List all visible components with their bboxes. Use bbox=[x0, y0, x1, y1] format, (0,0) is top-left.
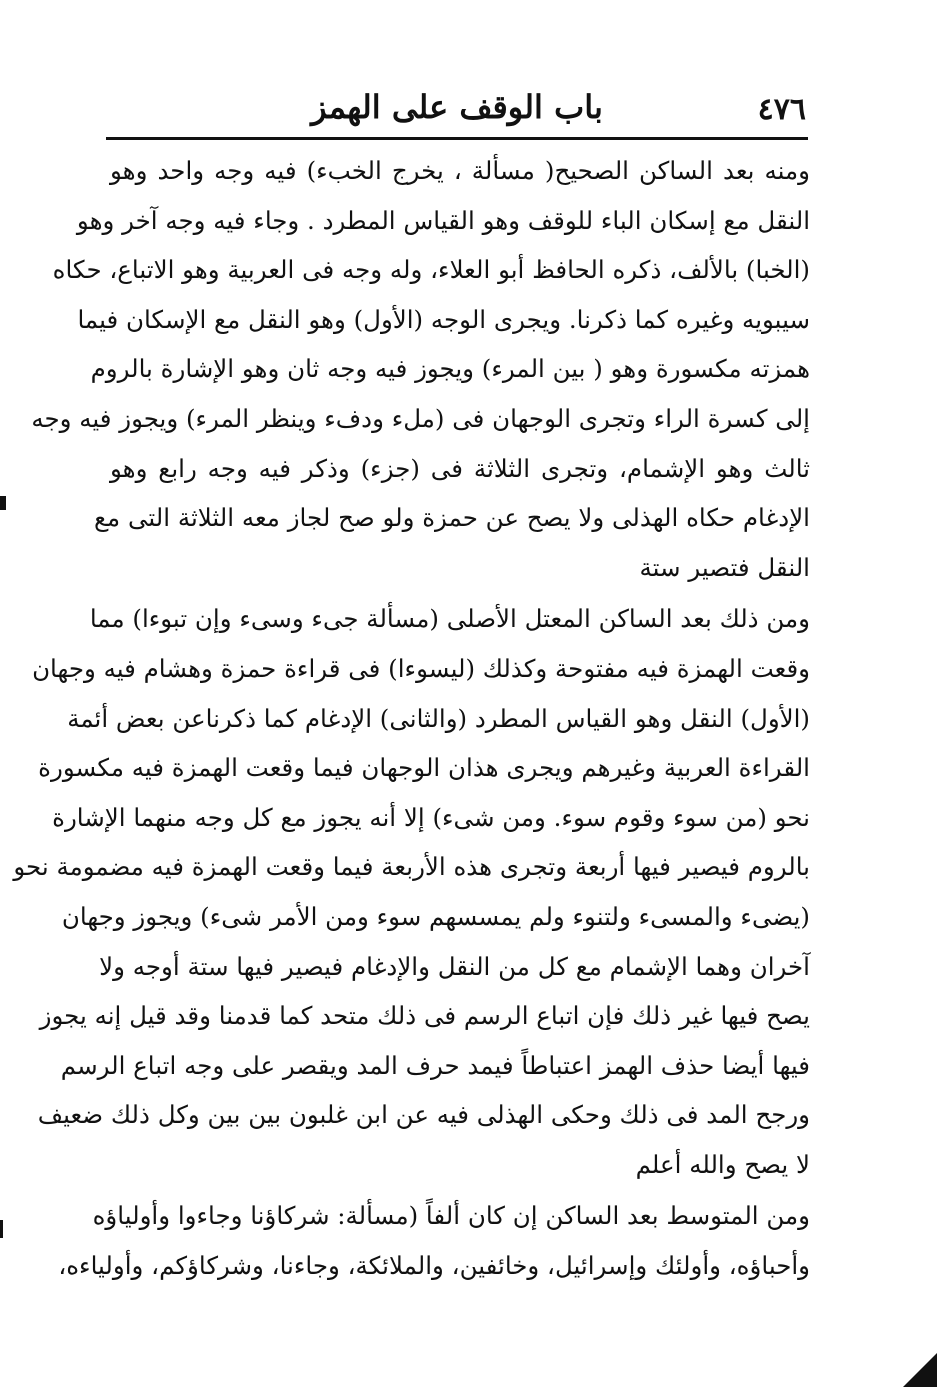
header-rule bbox=[106, 137, 808, 140]
margin-mark bbox=[0, 1220, 3, 1238]
margin-mark bbox=[0, 496, 6, 510]
page-header bbox=[106, 82, 808, 134]
text-line: وقعت الهمزة فيه مفتوحة وكذلك (ليسوءا) فى قراءة حمزة وهشام فيه وجهان bbox=[32, 653, 810, 683]
text-line: (يضىء والمسىء ولتنوء ولم يمسسهم سوء ومن الأمر شىء) ويجوز وجهان bbox=[61, 901, 810, 931]
text-line: لا يصح والله أعلم bbox=[635, 1149, 810, 1179]
text-line: النقل مع إسكان الباء للوقف وهو القياس المطرد . وجاء فيه وجه آخر وهو bbox=[76, 205, 810, 235]
text-line: آخران وهما الإشمام مع كل من النقل والإدغام فيصير فيها ستة أوجه ولا bbox=[99, 951, 810, 981]
text-line: الإدغام حكاه الهذلى ولا يصح عن حمزة ولو صح لجاز معه الثلاثة التى مع bbox=[94, 503, 810, 533]
page-corner-mark bbox=[903, 1353, 937, 1387]
body-text bbox=[13, 146, 810, 1291]
page-number: ٤٧٦ bbox=[757, 92, 806, 127]
text-line: همزته مكسورة وهو ( بين المرء) ويجوز فيه وجه ثان وهو الإشارة بالروم bbox=[90, 354, 810, 384]
text-line: يصح فيها غير ذلك فإن اتباع الرسم فى ذلك متحد كما قدمنا وقد قيل إنه يجوز bbox=[39, 1001, 810, 1031]
text-line: بالروم فيصير فيها أربعة وتجرى هذه الأربعة فيما وقعت الهمزة فيه مضمومة نحو bbox=[13, 852, 810, 882]
running-title: باب الوقف على الهمز bbox=[311, 88, 603, 126]
text-line: إلى كسرة الراء وتجرى الوجهان فى (ملء ودفء وينظر المرء) ويجوز فيه وجه bbox=[31, 403, 810, 433]
paragraph-3 bbox=[58, 1191, 810, 1290]
text-line: سيبويه وغيره كما ذكرنا. ويجرى الوجه (الأول) وهو النقل مع الإسكان فيما bbox=[77, 304, 810, 334]
text-line: القراءة العربية وغيرهم ويجرى هذان الوجهان فيما وقعت الهمزة فيه مكسورة bbox=[38, 753, 810, 783]
text-line: ومن ذلك بعد الساكن المعتل الأصلى (مسألة جىء وسىء وإن تبوءا) مما bbox=[89, 604, 810, 634]
text-line: ومن المتوسط بعد الساكن إن كان ألفاً (مسألة: شركاؤنا وجاءوا وأولياؤه bbox=[92, 1201, 810, 1231]
text-line: (الخبا) بالألف، ذكره الحافظ أبو العلاء، وله وجه فى العربية وهو الاتباع، حكاه bbox=[52, 255, 810, 285]
text-line: النقل فتصير ستة bbox=[639, 552, 810, 582]
text-line: فيها أيضا حذف الهمز اعتباطاً فيمد حرف المد ويقصر على وجه اتباع الرسم bbox=[60, 1050, 810, 1080]
text-line: وأحباؤه، وأولئك وإسرائيل، وخائفين، والملائكة، وجاءنا، وشركاؤكم، وأولياءه، bbox=[58, 1251, 810, 1281]
text-line: ثالث وهو الإشمام، وتجرى الثلاثة فى (جزء) وذكر فيه وجه رابع وهو bbox=[110, 453, 810, 483]
text-line: ومنه بعد الساكن الصحيح( مسألة ، يخرج الخبء) فيه وجه واحد وهو bbox=[110, 156, 810, 185]
text-line: ورجح المد فى ذلك وحكى الهذلى فيه عن ابن غلبون بين بين وكل ذلك ضعيف bbox=[37, 1100, 810, 1130]
text-line: نحو (من سوء وقوم سوء. ومن شىء) إلا أنه يجوز مع كل وجه منهما الإشارة bbox=[52, 802, 810, 832]
paragraph-2 bbox=[13, 594, 810, 1189]
paragraph-1 bbox=[31, 146, 810, 592]
text-line: (الأول) النقل وهو القياس المطرد (والثانى) الإدغام كما ذكرناعن بعض أئمة bbox=[67, 703, 810, 733]
